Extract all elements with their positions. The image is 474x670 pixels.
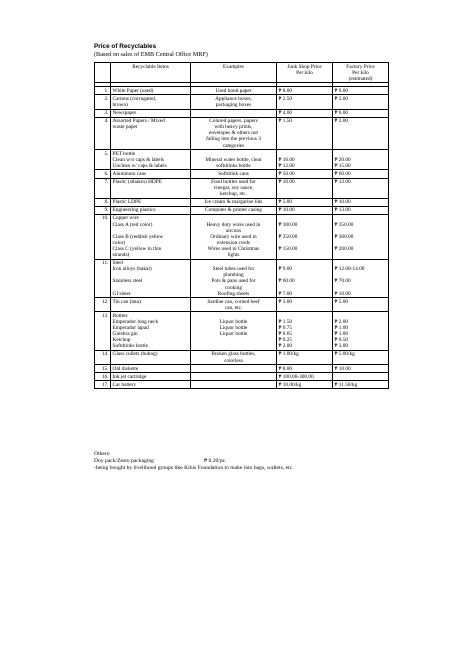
cell-junk: ₱ 1.50 [277,117,333,149]
header-examples: Examples [191,63,277,83]
cell-factory: ₱ 9.00 [333,87,389,95]
cell-examples: Mineral water bottle, clear softdrinks bottle [191,150,277,170]
cell-examples: Colored papers, papers with heavy prints, envelopes & others not falling into the previous 3 categories [191,117,277,149]
table-row [95,259,389,298]
cell-factory: ₱ 60.00 [333,170,389,178]
cell-junk: ₱ 1.50 ₱ 0.75 ₱ 0.65 ₱ 0.25 ₱ 2.00 [277,312,333,351]
cell-item: Assorted Papers / Mixed waste paper [111,117,191,149]
cell-examples: Heavy duty wires used in aircons Ordinary wire used in extension cords Wires used in Christmas lights [191,214,277,259]
cell-junk: ₱ 10.00 [277,178,333,198]
table-row [95,95,389,109]
table-row [95,170,389,178]
cell-examples [191,365,277,373]
cell-item: Copper wire Class A (red color) Class B (reddish yellow color) Class C (yellow in thin strands) [111,214,191,259]
cell-factory: ₱ 5.00 [333,298,389,312]
cell-no: 8. [95,198,111,206]
cell-examples: Liquor bottle Liquor bottle Liquor bottle [191,312,277,351]
cell-factory: ₱ 6.00 [333,109,389,117]
header-no [95,63,111,83]
cell-item: Bottles Emperador long neck Emperador lapad Ginebra gin Ketchup Softdrinks bottle [111,312,191,351]
table-row [95,214,389,259]
cell-item: Aluminum cans [111,170,191,178]
header-item: Recyclable Items [111,63,191,83]
cell-item: Newspaper [111,109,191,117]
cell-no: 3. [95,109,111,117]
cell-factory: ₱ 13.00 [333,178,389,198]
cell-no: 9. [95,206,111,214]
cell-factory: ₱ 350.00 ₱ 300.00 ₱ 200.00 [333,214,389,259]
cell-no: 17. [95,381,111,389]
cell-factory: ₱ 2.00 [333,117,389,149]
header-factory-price: Factory Price Per kilo (estimated) [333,63,389,83]
cell-no: 2. [95,95,111,109]
cell-junk: ₱ 8.00 [277,365,333,373]
table-row [95,178,389,198]
others-row [94,458,294,465]
cell-factory: ₱ 5.00/kg [333,350,389,364]
cell-item: Tin can (lata) [111,298,191,312]
cell-junk: ₱ 50.00 [277,170,333,178]
cell-junk: ₱ 4.00 [277,109,333,117]
table-row [95,117,389,149]
cell-examples: Sardine can, corned beef can, etc. [191,298,277,312]
cell-item: White Paper (used) [111,87,191,95]
others-heading: Others: [94,451,111,457]
cell-examples [191,373,277,381]
table-row [95,381,389,389]
cell-junk: ₱ 16.00 ₱ 12.00 [277,150,333,170]
price-table [94,62,389,389]
cell-no: 14. [95,350,111,364]
cell-junk: ₱ 5.00 [277,198,333,206]
cell-junk: ₱ 10.00 [277,206,333,214]
table-row [95,312,389,351]
cell-no: 5. [95,150,111,170]
cell-no: 12. [95,298,111,312]
cell-item: Plastic LDPE [111,198,191,206]
others-item: Doy pack/Zesto packaging [94,458,154,465]
cell-examples: Softdrink cans [191,170,277,178]
cell-item: Ink jet cartridge [111,373,191,381]
cell-item: Glass cullets (bubog) [111,350,191,364]
cell-factory: ₱ 10.00 [333,365,389,373]
document-title: Price of Recyclables [94,43,157,50]
cell-examples: Used bond paper [191,87,277,95]
table-row [95,109,389,117]
cell-no: 16. [95,373,111,381]
cell-junk: ₱ 1.00/kg [277,350,333,364]
cell-examples: Computer & printer casing [191,206,277,214]
cell-item: PET bottle Clean w/o caps & labels Unclean w/ caps & labels [111,150,191,170]
table-header-row [95,63,389,83]
cell-factory [333,373,389,381]
table-row [95,365,389,373]
cell-factory: ₱ 11.50/kg [333,381,389,389]
table-row [95,87,389,95]
cell-no: 4. [95,117,111,149]
others-note: -being bought by livelihood groups like Kilus Foundation to make into bags, wallets, etc. [94,465,294,472]
cell-no: 15. [95,365,111,373]
cell-no: 7. [95,178,111,198]
cell-item: Old diskette [111,365,191,373]
cell-no: 1. [95,87,111,95]
cell-examples: Broken glass bottles, colorless [191,350,277,364]
header-junk-price: Junk Shop Price Per kilo [277,63,333,83]
cell-junk: ₱ 100.00-300.00 [277,373,333,381]
cell-item: Plastic (sibakin) HDPE [111,178,191,198]
cell-factory: ₱ 20.00 ₱ 15.00 [333,150,389,170]
cell-junk: ₱ 300.00 ₱ 250.00 ₱ 150.00 [277,214,333,259]
cell-no: 11. [95,259,111,298]
cell-factory: ₱ 13.00 [333,206,389,214]
cell-examples: Steel tubes used for plumbing Pots & pans used for cooking Roofing sheets [191,259,277,298]
cell-item: Car battery [111,381,191,389]
cell-examples: Ice cream & margarine lids [191,198,277,206]
cell-factory: ₱ 3.00 [333,95,389,109]
cell-junk: ₱ 9.00 ₱ 60.00 ₱ 7.00 [277,259,333,298]
cell-item: Steel Iron alloys (bakal) Stainless steel GI sheet [111,259,191,298]
others-section [94,451,294,473]
document-subtitle: (Based on sales of EMB Central Office MRF) [94,51,208,58]
cell-junk: ₱ 2.50 [277,95,333,109]
cell-junk: ₱ 3.00 [277,298,333,312]
cell-examples [191,381,277,389]
others-price: ₱ 0.20/pc. [204,458,227,465]
cell-no: 13. [95,312,111,351]
cell-examples: Appliance boxes, packaging boxes [191,95,277,109]
cell-no: 10. [95,214,111,259]
table-row [95,206,389,214]
table-row [95,373,389,381]
table-row [95,350,389,364]
cell-factory: ₱ 10.00 [333,198,389,206]
cell-item: Engineering plastics [111,206,191,214]
table-row [95,150,389,170]
cell-examples [191,109,277,117]
cell-junk: ₱ 10.00/kg [277,381,333,389]
cell-junk: ₱ 8.00 [277,87,333,95]
cell-factory: ₱ 12.00-14.00 ₱ 70.00 ₱ 10.00 [333,259,389,298]
cell-examples: Food bottles used for vinegar, soy sauce, ketchup, etc. [191,178,277,198]
cell-no: 6. [95,170,111,178]
table-row [95,298,389,312]
cell-item: Cartons (corrugated, brown) [111,95,191,109]
cell-factory: ₱ 2.00 ₱ 1.00 ₱ 1.00 ₱ 0.50 ₱ 3.00 [333,312,389,351]
table-row [95,198,389,206]
